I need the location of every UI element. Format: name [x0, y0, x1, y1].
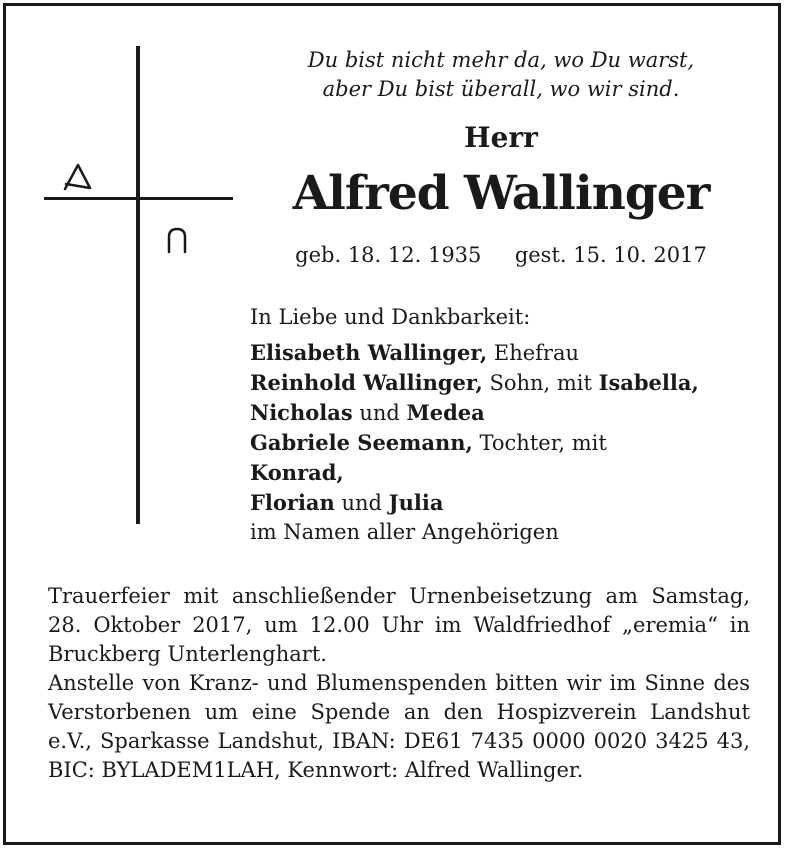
deceased-name: Alfred Wallinger — [292, 166, 710, 221]
mourner-line — [250, 428, 770, 458]
mourner-name: Florian — [250, 490, 335, 515]
mourner-line — [250, 338, 770, 368]
mourner-name: Reinhold Wallinger, — [250, 370, 483, 395]
death-date: gest. 15. 10. 2017 — [514, 243, 707, 267]
mourners-closing: im Namen aller Angehörigen — [250, 520, 559, 544]
mourner-name: Konrad, — [250, 460, 344, 485]
mourner-line — [250, 368, 770, 398]
alpha-icon — [62, 162, 96, 192]
memorial-quote — [246, 46, 756, 104]
conjunction: und — [352, 401, 407, 425]
funeral-service-text: Trauerfeier mit anschließender Urnenbeisetzung am Samstag, 28. Oktober 2017, um 12.00 Uhr im Waldfriedhof „eremia“ in Bruckberg Unterlenghart. — [48, 584, 750, 666]
donation-request-text: Anstelle von Kranz- und Blumenspenden bitten wir im Sinne des Verstorbenen um eine Spende an den Hospizverein Landshut e.V., Sparkasse Landshut, IBAN: DE61 7435 0000 0020 3425 43, BIC: BYLADEM1LAH, Kennwort: Alfred Wallinger. — [48, 671, 750, 782]
conjunction: und — [334, 491, 389, 515]
mourner-relation: Sohn, mit — [482, 371, 599, 395]
mourner-line — [250, 488, 770, 518]
mourner-line — [250, 398, 770, 428]
mourner-name: Isabella, — [598, 370, 699, 395]
cross-vertical-bar — [136, 46, 140, 524]
quote-line-2: aber Du bist überall, wo wir sind. — [322, 77, 680, 101]
cross-horizontal-bar — [44, 197, 233, 200]
mourner-relation: Tochter, mit — [472, 431, 607, 455]
funeral-notice — [48, 582, 750, 785]
life-dates — [246, 243, 756, 267]
mourner-name: Medea — [406, 400, 485, 425]
mourner-line — [250, 458, 770, 488]
salutation: Herr — [464, 121, 538, 154]
mourners-list — [250, 303, 770, 547]
mourner-name: Elisabeth Wallinger, — [250, 340, 488, 365]
mourner-relation: Ehefrau — [487, 341, 580, 365]
mourner-name: Julia — [388, 490, 444, 515]
mourners-intro: In Liebe und Dankbarkeit: — [250, 305, 531, 329]
birth-date: geb. 18. 12. 1935 — [295, 243, 482, 267]
obituary-notice — [3, 3, 781, 845]
quote-line-1: Du bist nicht mehr da, wo Du warst, — [307, 48, 695, 72]
mourner-name: Nicholas — [250, 400, 353, 425]
omega-icon — [164, 226, 190, 254]
mourner-name: Gabriele Seemann, — [250, 430, 473, 455]
